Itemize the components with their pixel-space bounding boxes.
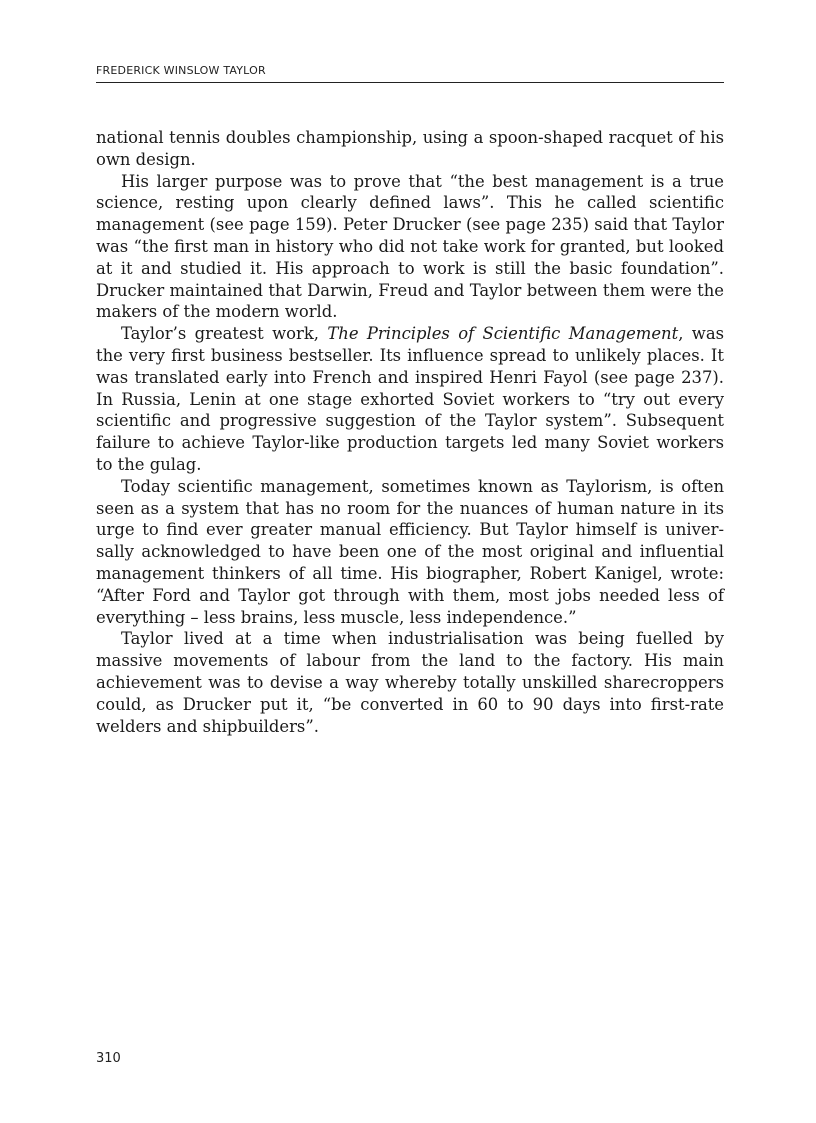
paragraph-text: His larger purpose was to prove that “the best management is a true science, resting upon clearly defined laws”. This he called scientific management (see page 159). Peter Drucker (see page 235) said that Taylor was “the first man in history who did not take work for granted, but looked at it and studied it. His approach to work is still the basic foundation”. Drucker maintained that Darwin, Freud and Taylor between them were the makers of the modern world. — [96, 171, 724, 322]
paragraph-greatest-work — [96, 323, 724, 476]
paragraph-industrialisation — [96, 628, 724, 737]
body-text — [96, 127, 724, 737]
paragraph-purpose — [96, 171, 724, 324]
paragraph-continuation — [96, 127, 724, 171]
paragraph-text: national tennis doubles championship, using a spoon-shaped racquet of his own design. — [96, 128, 724, 169]
book-title: The Principles of Scientific Management — [327, 324, 679, 344]
page-number: 310 — [96, 1051, 121, 1066]
paragraph-text: Taylor lived at a time when industrialisation was being fuelled by massive movements of labour from the land to the factory. His main achievement was to devise a way whereby totally unskilled sharecroppers could, as Drucker put it, “be converted in 60 to 90 days into first-rate welders and shipbuilders”. — [96, 629, 724, 736]
paragraph-text: , was the very first business bestseller. Its influence spread to unlikely places. It was translated early into French and inspired Henri Fayol (see page 237). In Russia, Lenin at one stage exhorted Soviet workers to “try out every scientific and progressive suggestion of the Taylor system”. Subsequent failure to achieve Taylor-like production targets led many Soviet workers to the gulag. — [96, 324, 724, 474]
header-rule — [96, 82, 724, 83]
paragraph-text: Today scientific management, sometimes known as Taylorism, is often seen as a system that has no room for the nuances of human nature in its urge to find ever greater manual efficiency. But Taylor himself is universally acknowledged to have been one of the most original and influential management thinkers of all time. His biographer, Robert Kanigel, wrote: “After Ford and Taylor got through with them, most jobs needed less of everything – less brains, less muscle, less independence.” — [96, 476, 724, 627]
running-head: FREDERICK WINSLOW TAYLOR — [96, 64, 266, 77]
paragraph-text: Taylor’s greatest work, — [121, 324, 328, 344]
paragraph-taylorism — [96, 476, 724, 629]
